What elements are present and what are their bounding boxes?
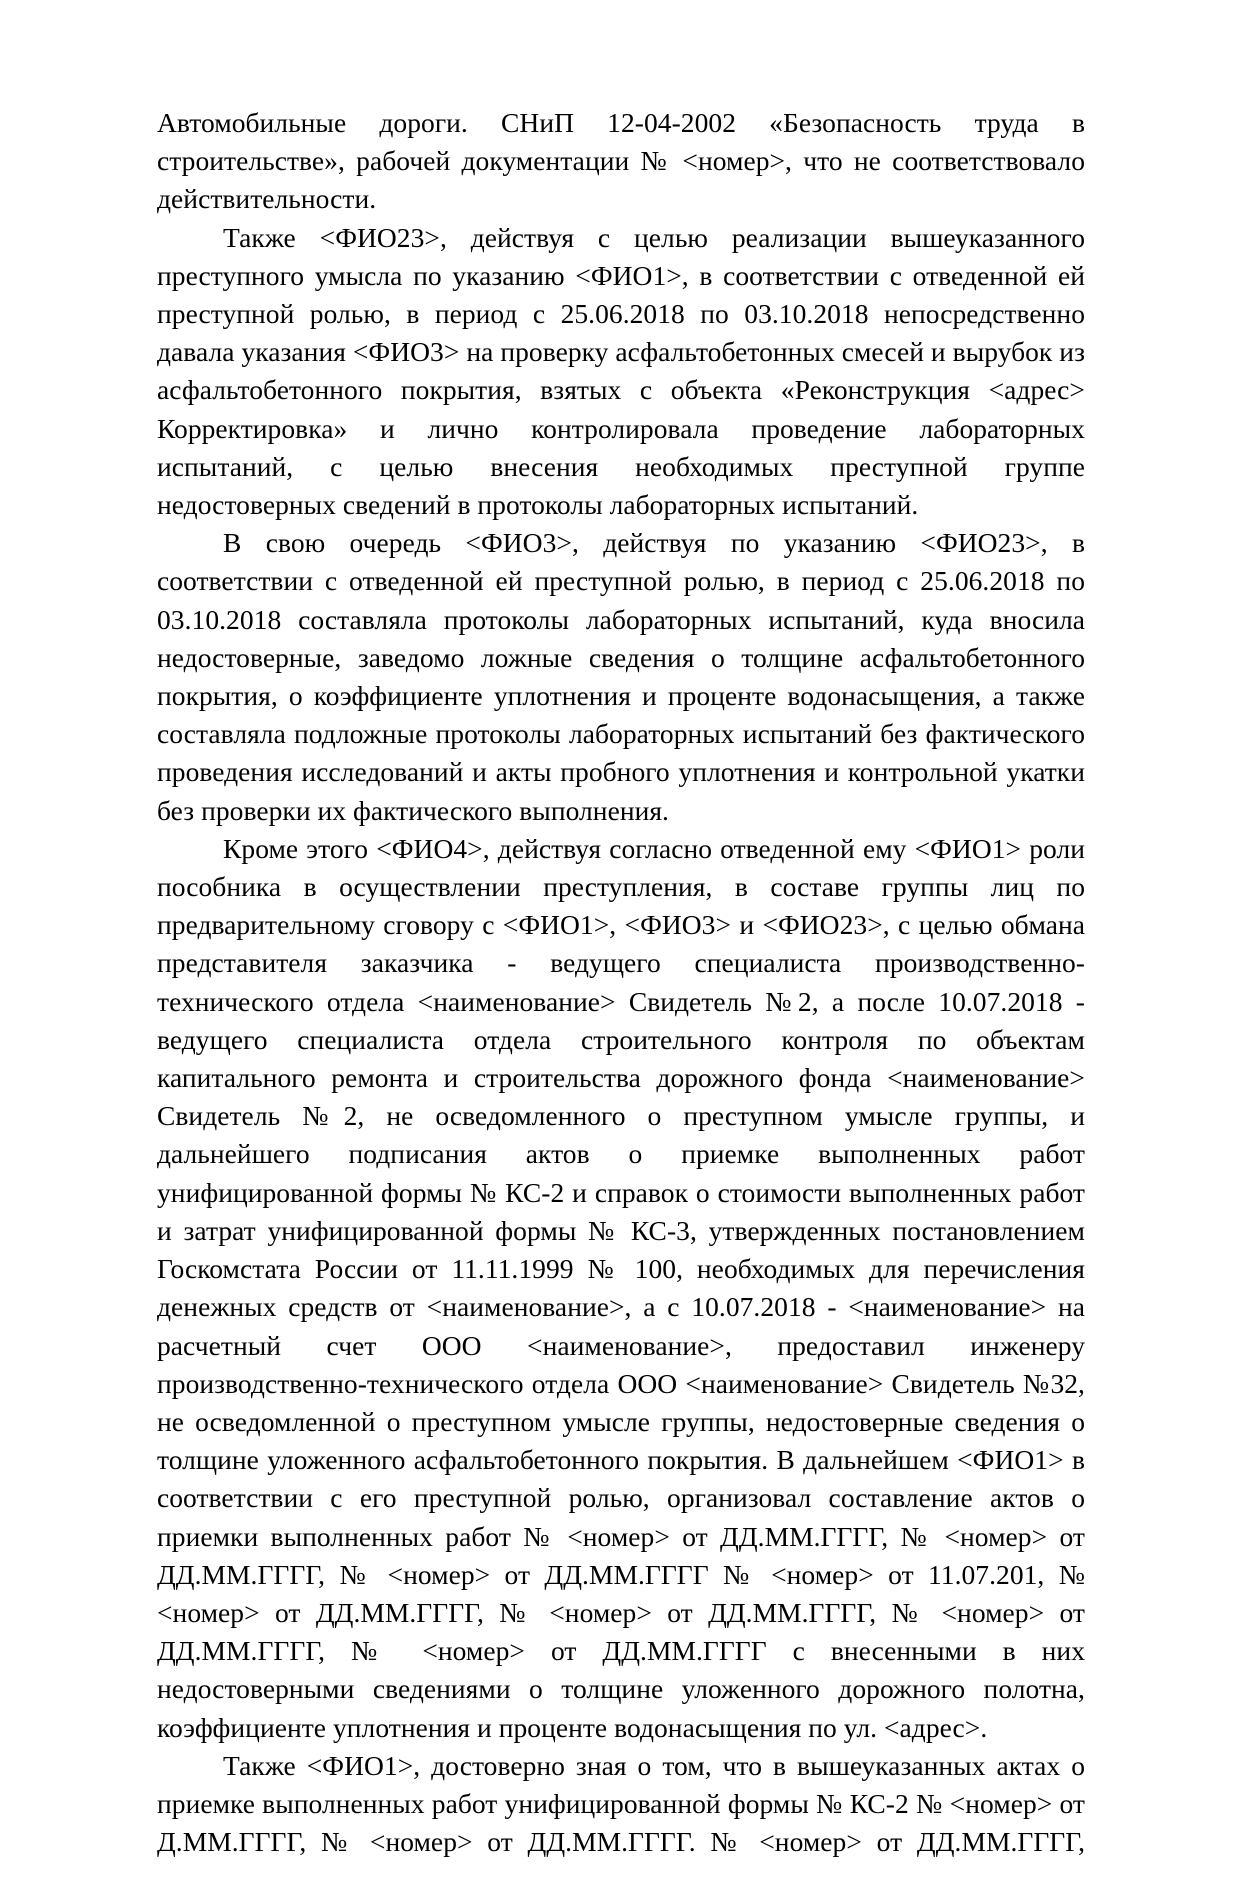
paragraph-3: В свою очередь <ФИО3>, действуя по указанию <ФИО23>, в соответствии с отведенной ей преступной ролью, в период с 25.06.2018 по 03.10.2018 составляла протоколы лабораторных испытаний, куда вносила недостоверные, заведомо ложные сведения о толщине асфальтобетонного покрытия, о коэффициенте уплотнения и проценте водонасыщения, а также составляла подложные протоколы лабораторных испытаний без фактического проведения исследований и акты пробного уплотнения и контрольной укатки без проверки их фактического выполнения. xyxy=(157,527,1085,826)
paragraph-1: Автомобильные дороги. СНиП 12-04-2002 «Безопасность труда в строительстве», рабочей документации № <номер>, что не соответствовало действительности. xyxy=(157,107,1085,215)
paragraph-4: Кроме этого <ФИО4>, действуя согласно отведенной ему <ФИО1> роли пособника в осуществлении преступления, в составе группы лиц по предварительному сговору с <ФИО1>, <ФИО3> и <ФИО23>, с целью обмана представителя заказчика - ведущего специалиста производственно-технического отдела <наименование> Свидетель №2, а после 10.07.2018 - ведущего специалиста отдела строительного контроля по объектам капитального ремонта и строительства дорожного фонда <наименование> Свидетель №2, не осведомленного о преступном умысле группы, и дальнейшего подписания актов о приемке выполненных работ унифицированной формы № КС-2 и справок о стоимости выполненных работ и затрат унифицированной формы № КС-3, утвержденных постановлением Госкомстата России от 11.11.1999 № 100, необходимых для перечисления денежных средств от <наименование>, а с 10.07.2018 - <наименование> на расчетный счет ООО <наименование>, предоставил инженеру производственно-технического отдела ООО <наименование> Свидетель №32, не осведомленной о преступном умысле группы, недостоверные сведения о толщине уложенного асфальтобетонного покрытия. В дальнейшем <ФИО1> в соответствии с его преступной ролью, организовал составление актов о приемки выполненных работ № <номер> от ДД.ММ.ГГГГ, № <номер> от ДД.ММ.ГГГГ, № <номер> от ДД.ММ.ГГГГ № <номер> от 11.07.201, № <номер> от ДД.ММ.ГГГГ, № <номер> от ДД.ММ.ГГГГ, № <номер> от ДД.ММ.ГГГГ, № <номер> от ДД.ММ.ГГГГ с внесенными в них недостоверными сведениями о толщине уложенного дорожного полотна, коэффициенте уплотнения и проценте водонасыщения по ул. <адрес>. xyxy=(157,832,1085,1743)
paragraph-5: Также <ФИО1>, достоверно зная о том, что в вышеуказанных актах о приемке выполненных работ унифицированной формы № КС-2 № <номер> от Д.ММ.ГГГГ, № <номер> от ДД.ММ.ГГГГ. № <номер> от ДД.ММ.ГГГГ, xyxy=(157,1749,1085,1858)
document-text-body xyxy=(157,104,1085,1900)
paragraph-2: Также <ФИО23>, действуя с целью реализации вышеуказанного преступного умысла по указанию <ФИО1>, в соответствии с отведенной ей преступной ролью, в период с 25.06.2018 по 03.10.2018 непосредственно давала указания <ФИО3> на проверку асфальтобетонных смесей и вырубок из асфальтобетонного покрытия, взятых с объекта «Реконструкция <адрес> Корректировка» и лично контролировала проведение лабораторных испытаний, с целью внесения необходимых преступной группе недостоверных сведений в протоколы лабораторных испытаний. xyxy=(157,221,1085,521)
